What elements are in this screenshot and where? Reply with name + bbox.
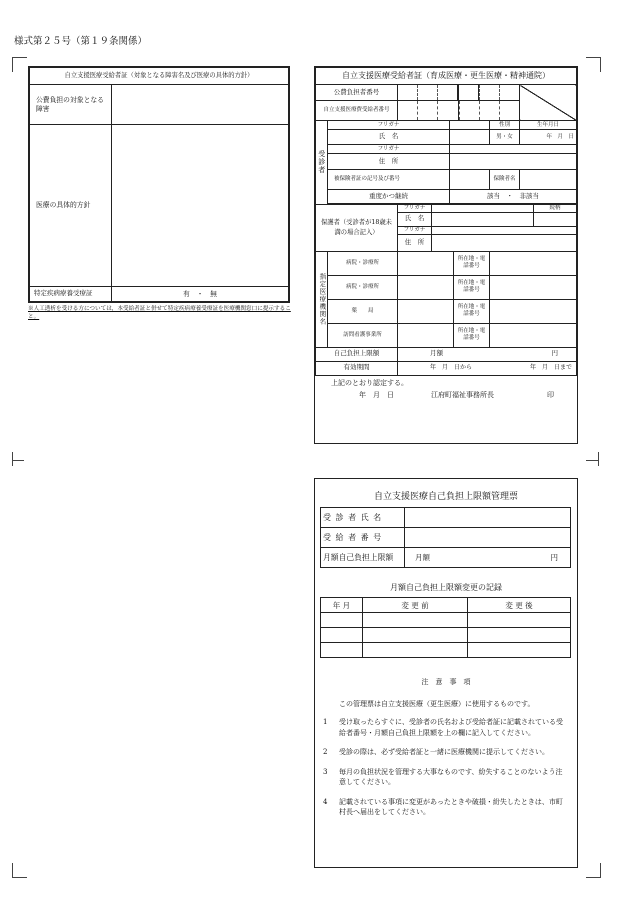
change-record-table: [320, 597, 571, 658]
institution-table: [315, 251, 577, 348]
left-card-footnote: ※人工透析を受ける方については，本受給者証と併せて特定疾病療養受療証を医療機関窓口に提示すること。: [28, 306, 291, 321]
note-item-3: [323, 767, 563, 788]
location-label-1: 所在地・電話番号: [454, 251, 490, 275]
patient-name-field[interactable]: [450, 130, 490, 145]
crop-mark-bottom-right: [586, 863, 601, 878]
crop-mark-mid-right-h: [586, 460, 598, 461]
change-row-1-month[interactable]: [321, 613, 363, 628]
issuer-seal: 印: [547, 390, 554, 399]
notes-title: 注 意 事 項: [421, 678, 471, 686]
guardian-address-furigana-field[interactable]: [432, 226, 577, 234]
change-row-3-before[interactable]: [363, 643, 468, 658]
change-row-3-after[interactable]: [468, 643, 571, 658]
note-number: 3: [323, 767, 328, 776]
validity-to: 年 月 日まで: [529, 364, 572, 372]
guardian-label: 保護者（受診者が18歳未満の場合記入）: [316, 204, 398, 251]
location-label-4: 所在地・電話番号: [454, 323, 490, 347]
address-furigana-field[interactable]: [450, 145, 577, 154]
note-item-2: [323, 747, 563, 758]
crop-mark-top-right: [586, 57, 601, 72]
guardian-name-field[interactable]: [432, 212, 534, 226]
validity-from: 年 月 日から: [430, 364, 473, 372]
location-field-1[interactable]: [490, 251, 577, 275]
insurer-name-field[interactable]: [520, 170, 577, 190]
note-number: 4: [323, 797, 328, 806]
serious-continuation-value[interactable]: 該当 ・ 非該当: [450, 190, 577, 204]
location-label-3: 所在地・電話番号: [454, 299, 490, 323]
recipient-number-field[interactable]: [398, 101, 520, 121]
validity-label: 有効期間: [316, 361, 398, 375]
mgmt-recipient-no-label: 受 給 者 番 号: [321, 528, 405, 548]
left-card-title: 自立支援医療受給者証（対象となる障害名及び医療の具体的方針）: [30, 68, 289, 85]
designated-institution-label: 指定医療機関名: [316, 251, 328, 347]
dob-label: 生年月日: [520, 121, 577, 130]
certificate-label: 特定疾病療養受療証: [30, 287, 112, 302]
mgmt-patient-name-label: 受 診 者 氏 名: [321, 508, 405, 528]
change-row-2-month[interactable]: [321, 628, 363, 643]
patient-address-field[interactable]: [450, 154, 577, 170]
note-text: 毎月の負担状況を管理する大事なものです、紛失することのないよう注意してください。: [339, 767, 563, 786]
number-blank-cell: [520, 85, 577, 121]
certificate-title: 自立支援医療受給者証（育成医療・更生医療・精神通院）: [316, 68, 577, 85]
crop-mark-mid-right: [586, 452, 599, 466]
patient-furigana-field[interactable]: [450, 121, 490, 130]
mgmt-info-table: [320, 507, 571, 568]
mgmt-monthly-limit-field[interactable]: [405, 548, 571, 568]
disability-policy-card: [28, 66, 290, 303]
target-disability-label: 公費負担の対象となる障害: [30, 85, 112, 125]
change-row-2-before[interactable]: [363, 628, 468, 643]
location-field-2[interactable]: [490, 275, 577, 299]
limit-yen: 円: [551, 349, 558, 358]
guardian-address-label: 住 所: [398, 234, 432, 251]
mgmt-recipient-no-field[interactable]: [405, 528, 571, 548]
location-label-2: 所在地・電話番号: [454, 275, 490, 299]
note-text: 受け取ったらすぐに、受診者の氏名および受給者証に記載されている受給者番号・月額自己負担上限額を上の欄に記入してください。: [339, 718, 563, 737]
mgmt-monthly-limit-label: 月額自己負担上限額: [321, 548, 405, 568]
hospital-field-2[interactable]: [398, 275, 454, 299]
dob-value[interactable]: 年 月 日: [520, 130, 577, 145]
gender-value[interactable]: 男・女: [490, 130, 520, 145]
change-record-title: 月額自己負担上限額変更の記録: [390, 583, 502, 592]
note-text: 受診の際は、必ず受給者証と一緒に医療機関に提示してください。: [339, 748, 549, 756]
recipient-certificate-card: [314, 66, 578, 444]
insurance-number-label: 被保険者証の記号及び番号: [328, 170, 450, 190]
recipient-number-label: 自立支援医療費受給者番号: [316, 101, 398, 121]
certification-block: [315, 376, 577, 410]
treatment-policy-label: 医療の具体的方針: [30, 125, 112, 287]
issuer-name: 江府町福祉事務所長: [431, 390, 494, 399]
certificate-table: [315, 67, 577, 205]
limit-table: [315, 347, 577, 376]
disability-policy-table: [29, 67, 289, 302]
serious-continuation-label: 重度かつ継続: [328, 190, 450, 204]
mgmt-monthly: 月額: [415, 553, 430, 562]
insurance-number-field[interactable]: [450, 170, 490, 190]
crop-mark-mid-left: [12, 452, 25, 466]
limit-field[interactable]: [398, 347, 577, 361]
note-text: 記載されている事項に変更があったときや破損・紛失したときは、市町村長へ届出をしてください。: [339, 797, 563, 816]
note-number: 1: [323, 718, 328, 726]
hospital-field-1[interactable]: [398, 251, 454, 275]
guardian-address-field[interactable]: [432, 234, 577, 251]
certified-text: 上記のとおり認定する。: [331, 378, 408, 387]
mgmt-title: 自立支援医療自己負担上限額管理票: [373, 492, 518, 502]
payer-number-field[interactable]: [398, 85, 520, 101]
hospital-label-2: 病院・診療所: [328, 275, 398, 299]
guardian-name-label: 氏 名: [398, 212, 432, 226]
notes-intro: この管理票は自立支援医療（更生医療）に使用するものです。: [339, 700, 535, 708]
limit-management-sheet: [314, 478, 578, 868]
pharmacy-label: 薬 局: [328, 299, 398, 323]
pharmacy-field[interactable]: [398, 299, 454, 323]
change-row-1-after[interactable]: [468, 613, 571, 628]
change-row-3-month[interactable]: [321, 643, 363, 658]
patient-address-label: 住 所: [328, 154, 450, 170]
address-furigana-label: フリガナ: [328, 145, 450, 154]
patient-name-label: 氏 名: [328, 130, 450, 145]
crop-mark-bottom-left: [12, 863, 27, 878]
certified-date: 年 月 日: [359, 390, 394, 399]
limit-label: 自己負担上限額: [316, 347, 398, 361]
insurer-name-label: 保険者名: [490, 170, 520, 190]
note-item-4: [323, 797, 563, 818]
target-disability-field[interactable]: [112, 85, 289, 125]
note-number: 2: [323, 748, 328, 756]
crop-mark-top-left: [12, 57, 27, 72]
hospital-label-1: 病院・診療所: [328, 251, 398, 275]
change-row-1-before[interactable]: [363, 613, 468, 628]
change-row-2-after[interactable]: [468, 628, 571, 643]
relation-label: 続柄: [534, 204, 577, 212]
guardian-address-furigana-label: フリガナ: [398, 226, 432, 234]
guardian-furigana-label: フリガナ: [398, 204, 432, 212]
certificate-value[interactable]: 有 ・ 無: [112, 287, 289, 302]
validity-field[interactable]: [398, 361, 577, 375]
payer-number-label: 公費負担者番号: [316, 85, 398, 101]
patient-furigana-label: フリガナ: [328, 121, 450, 130]
form-number: 様式第２５号（第１９条関係）: [14, 36, 148, 47]
guardian-table: [315, 204, 577, 252]
mgmt-patient-name-field[interactable]: [405, 508, 571, 528]
gender-label: 性別: [490, 121, 520, 130]
notes-list: [323, 717, 563, 827]
treatment-policy-field[interactable]: [112, 125, 289, 287]
col-after: 変 更 後: [468, 598, 571, 613]
nursing-label: 訪問看護事業所: [328, 323, 398, 347]
col-month: 年 月: [321, 598, 363, 613]
crop-mark-mid-left-h: [12, 460, 24, 461]
location-field-3[interactable]: [490, 299, 577, 323]
location-field-4[interactable]: [490, 323, 577, 347]
guardian-furigana-field[interactable]: [432, 204, 534, 212]
limit-month: 月額: [430, 349, 443, 358]
relation-field[interactable]: [534, 212, 577, 226]
col-before: 変 更 前: [363, 598, 468, 613]
patient-section-label: 受診者: [316, 121, 328, 205]
nursing-field[interactable]: [398, 323, 454, 347]
note-item-1: [323, 717, 563, 738]
mgmt-yen: 円: [550, 553, 558, 562]
